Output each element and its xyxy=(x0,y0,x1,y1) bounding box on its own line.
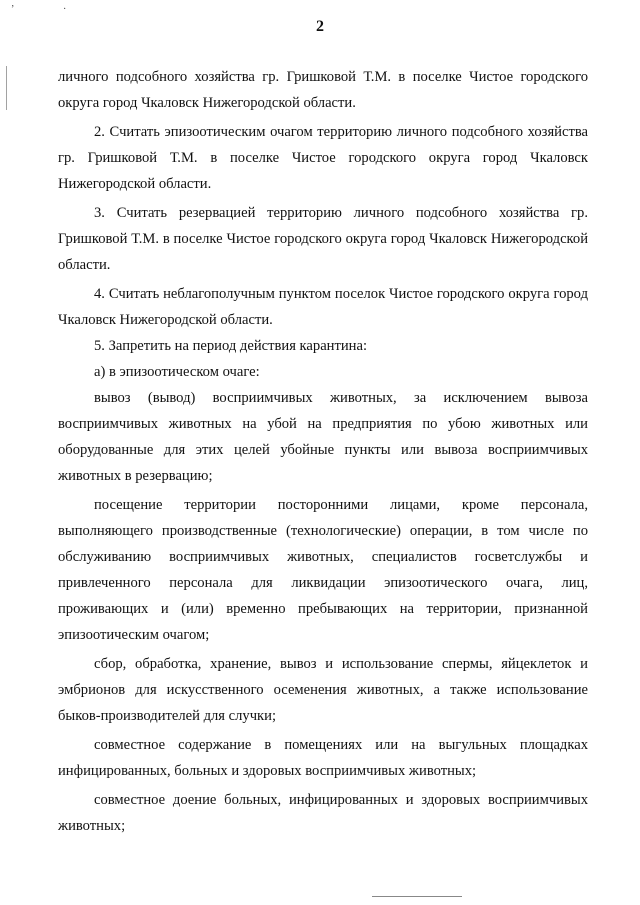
paragraph-item-3: 3. Считать резервацией территорию личного подсобного хозяйства гр. Гришковой Т.М. в поселке Чистое городского округа город Чкаловск Нижегородской области. xyxy=(58,205,588,273)
paragraph-ban-visits: посещение территории посторонними лицами, кроме персонала, выполняющего производственные (технологические) операции, в том числе по обслуживанию восприимчивых животных, специалистов госветслужбы и привлеченного персонала для ликвидации эпизоотического очага, лиц, проживающих и (или) временно пребывающих на территории, признанной эпизоотическим очагом; xyxy=(58,497,588,643)
page-number: 2 xyxy=(316,18,324,35)
scan-bottom-line xyxy=(372,896,462,897)
paragraph-ban-sperm: сбор, обработка, хранение, вывоз и использование спермы, яйцеклеток и эмбрионов для искусственного осеменения животных, а также использование быков-производителей для случки; xyxy=(58,656,588,724)
scan-artifact-mark: ʼ xyxy=(11,4,15,15)
paragraph-continuation: личного подсобного хозяйства гр. Гришковой Т.М. в поселке Чистое городского округа город Чкаловск Нижегородской области. xyxy=(58,69,588,111)
paragraph-ban-joint-keeping: совместное содержание в помещениях или на выгульных площадках инфицированных, больных и здоровых восприимчивых животных; xyxy=(58,737,588,779)
scan-artifact-dot: · xyxy=(63,4,67,15)
paragraph-subitem-a: а) в эпизоотическом очаге: xyxy=(94,364,260,380)
paragraph-item-2: 2. Считать эпизоотическим очагом территорию личного подсобного хозяйства гр. Гришковой Т.М. в поселке Чистое городского округа город Чкаловск Нижегородской области. xyxy=(58,124,588,192)
paragraph-item-5: 5. Запретить на период действия карантина: xyxy=(94,338,368,354)
paragraph-ban-export: вывоз (вывод) восприимчивых животных, за исключением вывоза восприимчивых животных на убой на предприятия по убою животных или оборудованные для этих целей убойные пункты или вывоза восприимчивых животных в резервацию; xyxy=(58,390,588,484)
paragraph-item-4: 4. Считать неблагополучным пунктом поселок Чистое городского округа город Чкаловск Нижегородской области. xyxy=(58,286,588,328)
scan-edge-line xyxy=(6,66,7,110)
document-body xyxy=(58,64,588,839)
paragraph-ban-joint-milking: совместное доение больных, инфицированных и здоровых восприимчивых животных; xyxy=(58,792,588,834)
